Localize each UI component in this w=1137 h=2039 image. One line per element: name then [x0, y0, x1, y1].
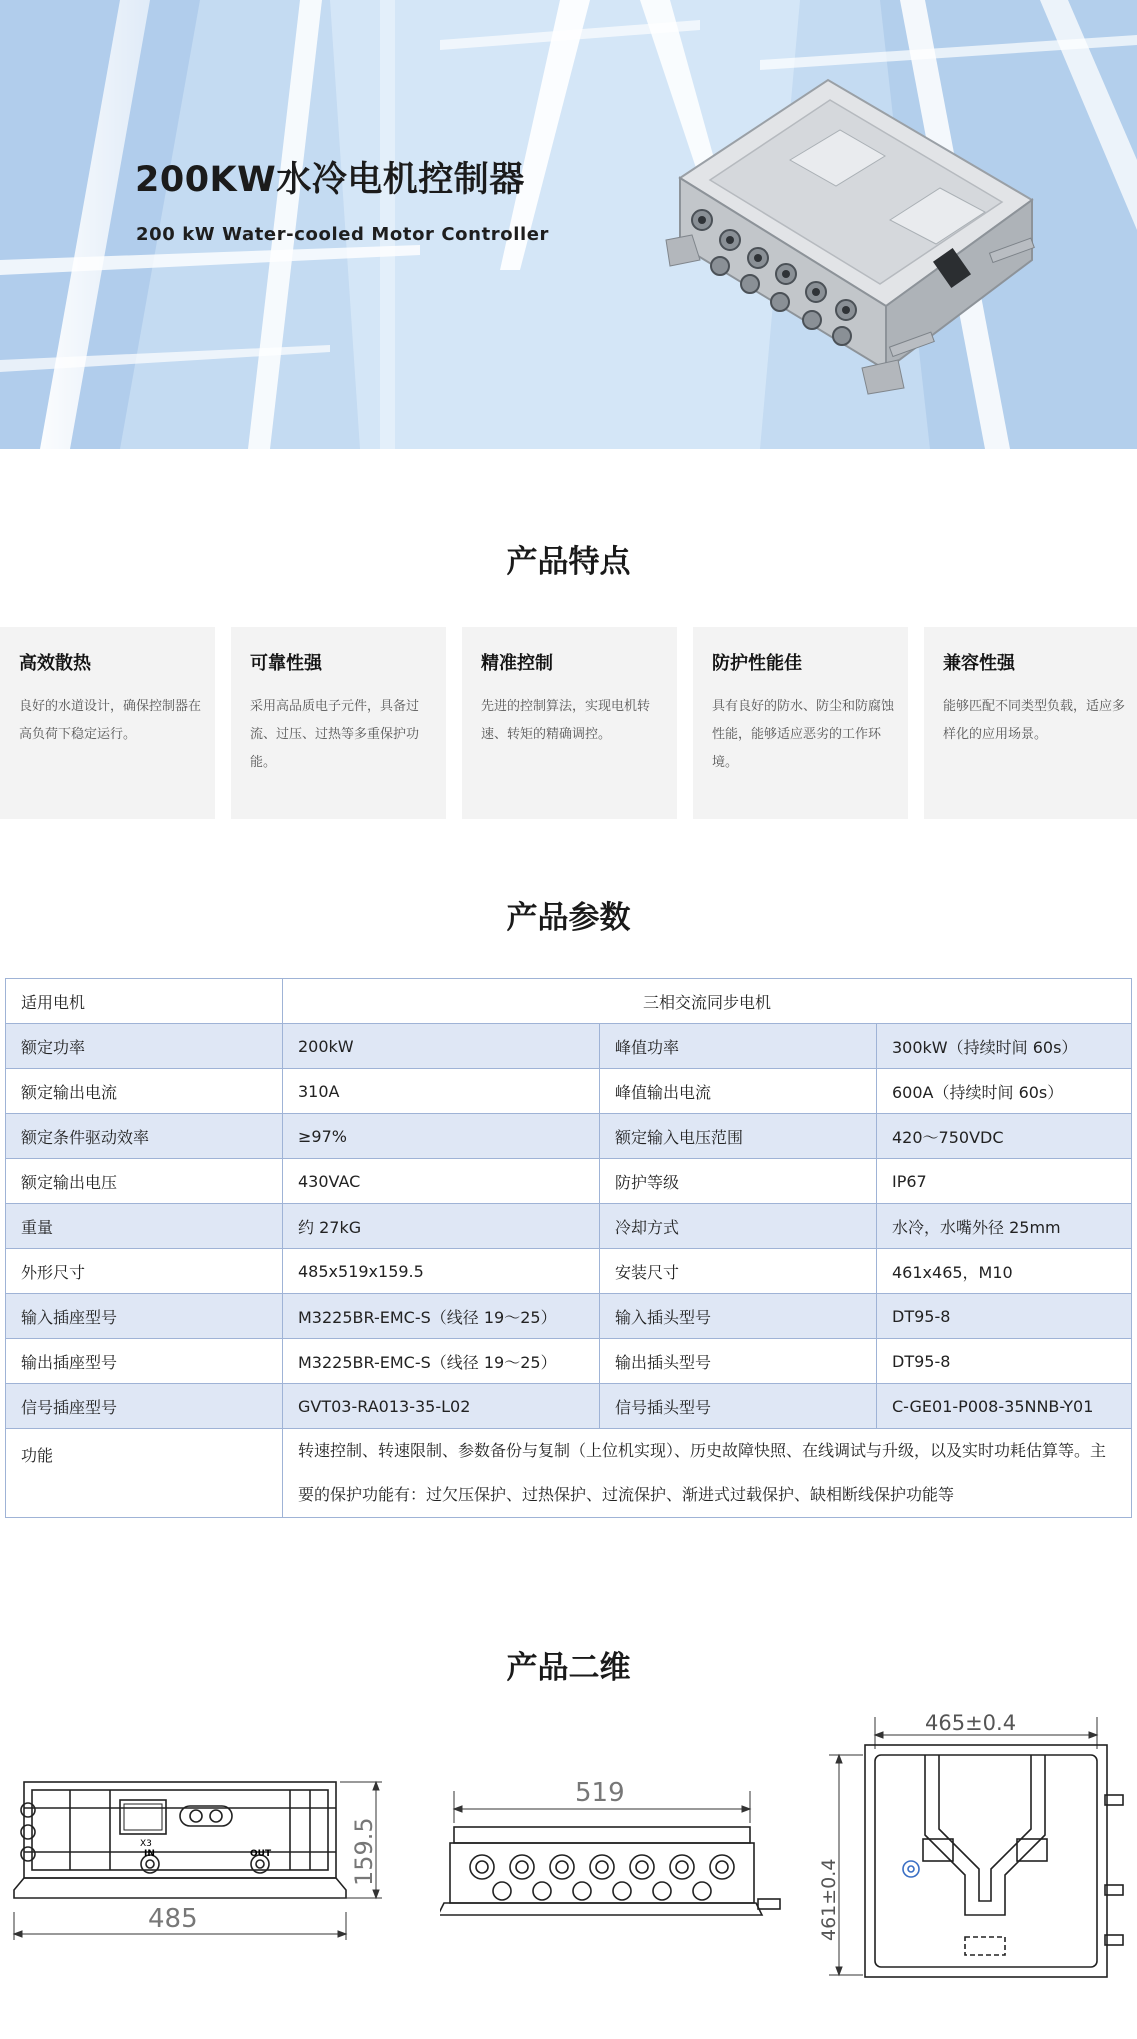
- top-view-drawing: [815, 1705, 1135, 1980]
- spec-value: 461x465，M10: [877, 1249, 1132, 1294]
- table-row: [6, 1339, 1132, 1384]
- feature-card: [0, 627, 215, 819]
- spec-value: 水冷，水嘴外径 25mm: [877, 1204, 1132, 1249]
- feature-title: 防护性能佳: [712, 653, 802, 674]
- table-row: [6, 1429, 1132, 1518]
- front-view-drawing: [10, 1740, 395, 1950]
- feature-card: [462, 627, 677, 819]
- spec-label: 输入插座型号: [6, 1294, 283, 1339]
- features-section-title: 产品特点: [506, 544, 631, 580]
- spec-label: 额定功率: [6, 1024, 283, 1069]
- feature-text: 具有良好的防水、防尘和防腐蚀性能，能够适应恶劣的工作环境。: [712, 699, 895, 770]
- spec-value: 200kW: [283, 1024, 600, 1069]
- table-row: [6, 1384, 1132, 1429]
- spec-value: 三相交流同步电机: [283, 979, 1132, 1024]
- spec-label: 信号插座型号: [6, 1384, 283, 1429]
- table-row: [6, 979, 1132, 1024]
- spec-value: 420～750VDC: [877, 1114, 1132, 1159]
- spec-value: 430VAC: [283, 1159, 600, 1204]
- feature-title: 高效散热: [19, 653, 91, 674]
- front-label-in: IN: [144, 1849, 155, 1859]
- function-description: 转速控制、转速限制、参数备份与复制（上位机实现）、历史故障快照、在线调试与升级，以及实时功耗估算等。主要的保护功能有：过欠压保护、过热保护、过流保护、渐进式过载保护、缺相断线保护功能等: [283, 1429, 1132, 1518]
- side-width-dimension: 519: [575, 1778, 625, 1808]
- front-width-dimension: 485: [148, 1904, 198, 1934]
- feature-text: 良好的水道设计，确保控制器在高负荷下稳定运行。: [19, 699, 202, 742]
- spec-value: 300kW（持续时间 60s）: [877, 1024, 1132, 1069]
- spec-label: 安装尺寸: [600, 1249, 877, 1294]
- front-height-dimension: 159.5: [350, 1817, 378, 1886]
- hero-title: 200KW水冷电机控制器: [135, 160, 525, 200]
- spec-label: 输出插座型号: [6, 1339, 283, 1384]
- spec-label: 峰值功率: [600, 1024, 877, 1069]
- spec-label: 信号插头型号: [600, 1384, 877, 1429]
- spec-value: 485x519x159.5: [283, 1249, 600, 1294]
- feature-card: [693, 627, 908, 819]
- table-row: [6, 1294, 1132, 1339]
- table-row: [6, 1114, 1132, 1159]
- hero-subtitle: 200 kW Water-cooled Motor Controller: [136, 224, 550, 245]
- table-row: [6, 1069, 1132, 1114]
- spec-label: 输入插头型号: [600, 1294, 877, 1339]
- spec-label: 适用电机: [6, 979, 283, 1024]
- spec-label: 输出插头型号: [600, 1339, 877, 1384]
- feature-text: 能够匹配不同类型负载，适应多样化的应用场景。: [943, 699, 1126, 742]
- spec-label: 额定输入电压范围: [600, 1114, 877, 1159]
- spec-value: M3225BR-EMC-S（线径 19～25）: [283, 1339, 600, 1384]
- feature-card: [924, 627, 1137, 819]
- spec-label: 功能: [6, 1429, 283, 1518]
- top-width-dimension: 465±0.4: [925, 1711, 1017, 1735]
- spec-value: GVT03-RA013-35-L02: [283, 1384, 600, 1429]
- spec-label: 防护等级: [600, 1159, 877, 1204]
- spec-label: 额定输出电压: [6, 1159, 283, 1204]
- spec-label: 峰值输出电流: [600, 1069, 877, 1114]
- features-list: [0, 627, 1137, 819]
- spec-label: 额定输出电流: [6, 1069, 283, 1114]
- table-row: [6, 1159, 1132, 1204]
- spec-label: 额定条件驱动效率: [6, 1114, 283, 1159]
- motor-controller-image: [640, 70, 1040, 400]
- spec-label: 重量: [6, 1204, 283, 1249]
- spec-value: 310A: [283, 1069, 600, 1114]
- feature-text: 采用高品质电子元件，具备过流、过压、过热等多重保护功能。: [250, 699, 420, 770]
- feature-title: 精准控制: [481, 653, 553, 674]
- spec-value: M3225BR-EMC-S（线径 19～25）: [283, 1294, 600, 1339]
- params-section-title: 产品参数: [506, 900, 631, 936]
- spec-value: 600A（持续时间 60s）: [877, 1069, 1132, 1114]
- spec-value: C-GE01-P008-35NNB-Y01: [877, 1384, 1132, 1429]
- spec-value: ≥97%: [283, 1114, 600, 1159]
- spec-value: DT95-8: [877, 1294, 1132, 1339]
- spec-label: 外形尺寸: [6, 1249, 283, 1294]
- spec-value: 约 27kG: [283, 1204, 600, 1249]
- feature-title: 可靠性强: [250, 653, 322, 674]
- table-row: [6, 1024, 1132, 1069]
- spec-value: IP67: [877, 1159, 1132, 1204]
- front-label-x3: X3: [140, 1839, 152, 1849]
- side-view-drawing: [440, 1775, 790, 1935]
- table-row: [6, 1204, 1132, 1249]
- drawings-section-title: 产品二维: [506, 1650, 631, 1686]
- spec-value: DT95-8: [877, 1339, 1132, 1384]
- front-label-out: OUT: [250, 1849, 272, 1859]
- feature-card: [231, 627, 446, 819]
- spec-label: 冷却方式: [600, 1204, 877, 1249]
- spec-table: [5, 978, 1132, 1518]
- table-row: [6, 1249, 1132, 1294]
- hero-banner: [0, 0, 1137, 449]
- top-height-dimension: 461±0.4: [818, 1858, 840, 1941]
- feature-title: 兼容性强: [943, 653, 1015, 674]
- feature-text: 先进的控制算法，实现电机转速、转矩的精确调控。: [481, 699, 651, 742]
